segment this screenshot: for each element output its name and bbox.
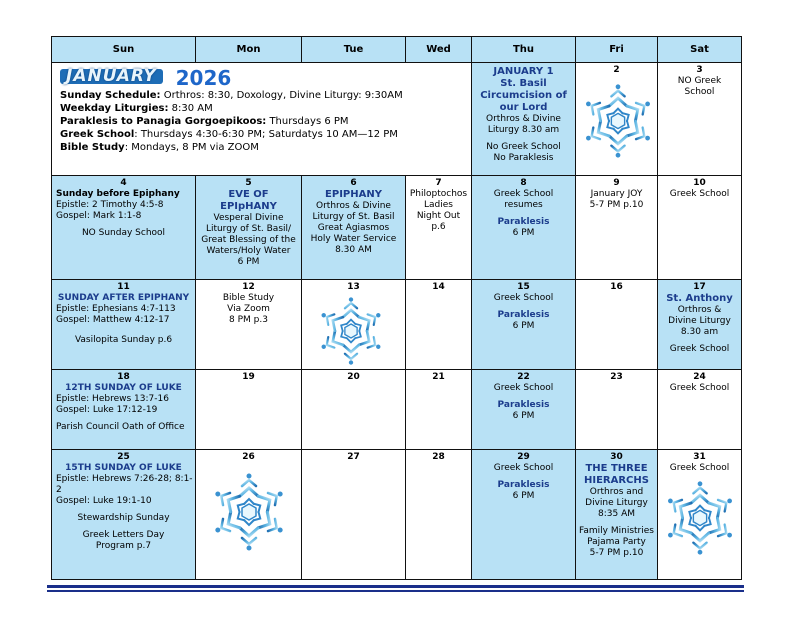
paraklesis-label: Paraklesis (497, 310, 550, 321)
event-line: Bible Study (222, 293, 275, 304)
snowflake-icon (662, 480, 738, 556)
day-1 (472, 63, 576, 176)
epistle-reading: Epistle: Hebrews 13:7-16 (56, 393, 169, 404)
epistle-reading: Epistle: 2 Timothy 4:5-8 (56, 199, 164, 210)
day-11 (52, 280, 196, 369)
gospel-reading: Gospel: Luke 19:1-10 (56, 496, 152, 507)
day-number: 12 (242, 282, 255, 293)
day-13 (302, 280, 406, 369)
schedule-sunday: Sunday Schedule: Orthros: 8:30, Doxology, Divine Liturgy: 9:30AM (60, 90, 403, 102)
day-number: 6 (350, 177, 357, 188)
event-line: Via Zoom (227, 304, 270, 315)
day-number: 8 (520, 177, 527, 188)
day-4 (52, 175, 196, 280)
day-number: 15 (517, 282, 530, 293)
event-note: Stewardship Sunday (77, 513, 170, 524)
weekday-tue: Tue (302, 37, 406, 63)
event-line: 8 PM p.3 (229, 315, 268, 326)
day-12 (196, 280, 302, 369)
event-note: No Greek School (486, 142, 561, 153)
event-line: Liturgy of St. Basil (312, 211, 395, 222)
paraklesis-label: Paraklesis (497, 399, 550, 410)
day-27 (302, 450, 406, 580)
event-note: Program p.7 (95, 541, 152, 552)
day-10 (658, 175, 742, 280)
event-note: Family Ministries (579, 526, 654, 537)
gospel-reading: Gospel: Matthew 4:12-17 (56, 315, 170, 326)
event-line: Orthros & (677, 305, 722, 316)
event-line: School (684, 87, 715, 98)
day-number: 30 (610, 452, 623, 463)
feast-title: HIERARCHS (584, 475, 649, 487)
day-number: 29 (517, 452, 530, 463)
day-number: 10 (693, 177, 706, 188)
event-line: Waters/Holy Water (206, 245, 291, 256)
day-number: 14 (432, 282, 445, 293)
event-line: p.6 (431, 221, 446, 232)
event-line: Great Blessing of the (201, 234, 296, 245)
event-line: Philoptochos (409, 188, 468, 199)
event-note: Parish Council Oath of Office (56, 421, 185, 432)
event-line: Greek School (669, 382, 730, 393)
event-time: 6 PM (512, 410, 535, 421)
weekday-sat: Sat (658, 37, 742, 63)
day-26 (196, 450, 302, 580)
feast-title: Circumcision of (480, 90, 567, 102)
month-title: JANUARY (60, 69, 163, 84)
event-line: Divine Liturgy (668, 316, 731, 327)
day-7 (406, 175, 472, 280)
gospel-reading: Gospel: Mark 1:1-8 (56, 210, 142, 221)
day-16 (576, 280, 658, 369)
event-time: 6 PM (512, 227, 535, 238)
day-23 (576, 369, 658, 449)
day-5 (196, 175, 302, 280)
event-line: Divine Liturgy (585, 498, 648, 509)
day-3 (658, 63, 742, 176)
paraklesis-label: Paraklesis (497, 480, 550, 491)
day-number: 22 (517, 371, 530, 382)
day-28 (406, 450, 472, 580)
feast-title: our Lord (499, 102, 548, 114)
day-number: JANUARY 1 (493, 66, 554, 78)
calendar-table (51, 36, 742, 580)
event-line: Greek School (493, 293, 554, 304)
event-line: Greek School (669, 188, 730, 199)
day-number: 18 (117, 371, 130, 382)
weekday-fri: Fri (576, 37, 658, 63)
feast-title: EPIpHANY (220, 200, 277, 212)
gospel-reading: Gospel: Luke 17:12-19 (56, 404, 158, 415)
event-line: Night Out (416, 210, 461, 221)
feast-title: THE THREE (585, 463, 648, 475)
day-29 (472, 450, 576, 580)
day-18 (52, 369, 196, 449)
epistle-reading: Epistle: Ephesians 4:7-113 (56, 304, 176, 315)
paraklesis-label: Paraklesis (497, 216, 550, 227)
day-20 (302, 369, 406, 449)
event-line: Liturgy of St. Basil/ (205, 223, 292, 234)
event-note: Greek School (669, 344, 730, 355)
day-number: 21 (432, 371, 445, 382)
calendar (51, 36, 741, 580)
day-number: 19 (242, 371, 255, 382)
day-19 (196, 369, 302, 449)
event-line: Liturgy 8.30 am (487, 125, 560, 136)
feast-title: EPIPHANY (325, 188, 382, 200)
liturgy-title: Sunday before Epiphany (56, 188, 180, 199)
day-number: 3 (696, 65, 703, 76)
event-line: Greek School (493, 188, 554, 199)
event-line: Greek School (669, 463, 730, 474)
day-24 (658, 369, 742, 449)
liturgy-title: 12TH SUNDAY OF LUKE (65, 382, 182, 393)
event-line: Greek School (493, 463, 554, 474)
weekday-wed: Wed (406, 37, 472, 63)
day-number: 27 (347, 452, 360, 463)
footer-rule (47, 590, 744, 592)
schedule-paraklesis: Paraklesis to Panagia Gorgoepikoos: Thursdays 6 PM (60, 116, 349, 128)
day-number: 13 (347, 282, 360, 293)
day-number: 5 (245, 177, 252, 188)
day-number: 2 (613, 65, 620, 76)
event-time: 6 PM (512, 321, 535, 332)
event-line: Orthros and (589, 487, 644, 498)
weekday-thu: Thu (472, 37, 576, 63)
day-31 (658, 450, 742, 580)
event-line: Holy Water Service (310, 233, 397, 244)
weekday-sun: Sun (52, 37, 196, 63)
event-note: Pajama Party (587, 537, 646, 548)
schedule-greek-school: Greek School: Thursdays 4:30-6:30 PM; Saturdatys 10 AM—12 PM (60, 129, 398, 141)
event-line: January JOY (590, 188, 643, 199)
day-15 (472, 280, 576, 369)
event-note: Greek Letters Day (82, 530, 165, 541)
event-line: 5-7 PM p.10 (589, 199, 644, 210)
weekday-mon: Mon (196, 37, 302, 63)
schedule-list (60, 89, 465, 154)
day-9 (576, 175, 658, 280)
day-number: 9 (613, 177, 620, 188)
day-25 (52, 450, 196, 580)
day-number: 7 (435, 177, 442, 188)
snowflake-icon (316, 296, 386, 366)
day-22 (472, 369, 576, 449)
footer-rule (47, 585, 744, 588)
event-line: 8.30 AM (335, 244, 372, 255)
event-line: Great Agiasmos (317, 222, 390, 233)
schedule-weekday: Weekday Liturgies: 8:30 AM (60, 103, 213, 115)
event-line: NO Greek (677, 76, 722, 87)
event-note: NO Sunday School (81, 227, 166, 238)
feast-title: St. Anthony (666, 293, 733, 305)
day-14 (406, 280, 472, 369)
month-header (52, 63, 472, 176)
event-line: resumes (504, 199, 543, 210)
day-8 (472, 175, 576, 280)
day-number: 31 (693, 452, 706, 463)
event-note: 5-7 PM p.10 (589, 548, 644, 559)
event-note: No Paraklesis (493, 153, 554, 164)
day-30 (576, 450, 658, 580)
event-line: 6 PM (237, 256, 260, 267)
event-line: 8:35 AM (598, 509, 635, 520)
day-6 (302, 175, 406, 280)
snowflake-icon (580, 83, 656, 159)
event-line: 8.30 am (680, 327, 719, 338)
liturgy-title: 15TH SUNDAY OF LUKE (65, 463, 182, 474)
schedule-bible-study: Bible Study: Mondays, 8 PM via ZOOM (60, 142, 259, 154)
event-line: Orthros & Divine (316, 200, 391, 211)
day-number: 26 (242, 452, 255, 463)
day-number: 16 (610, 282, 623, 293)
event-line: Greek School (493, 382, 554, 393)
event-time: 6 PM (512, 491, 535, 502)
day-number: 11 (117, 282, 130, 293)
day-number: 17 (693, 282, 706, 293)
snowflake-icon (209, 472, 289, 552)
event-line: Ladies (424, 199, 453, 210)
year-title: 2026 (175, 66, 232, 91)
day-number: 20 (347, 371, 360, 382)
event-note: Vasilopita Sunday p.6 (74, 335, 173, 346)
event-line: Vesperal Divine (213, 212, 284, 223)
day-17 (658, 280, 742, 369)
day-number: 25 (117, 452, 130, 463)
day-number: 23 (610, 371, 623, 382)
day-number: 24 (693, 371, 706, 382)
day-number: 28 (432, 452, 445, 463)
day-2 (576, 63, 658, 176)
liturgy-title: SUNDAY AFTER EPIPHANY (57, 293, 190, 304)
event-line: Orthros & Divine (486, 114, 561, 125)
epistle-reading: Epistle: Hebrews 7:26-28; 8:1-2 (56, 474, 193, 496)
day-number: 4 (120, 177, 127, 188)
feast-title: EVE OF (228, 188, 269, 200)
day-21 (406, 369, 472, 449)
feast-title: St. Basil (500, 78, 547, 90)
